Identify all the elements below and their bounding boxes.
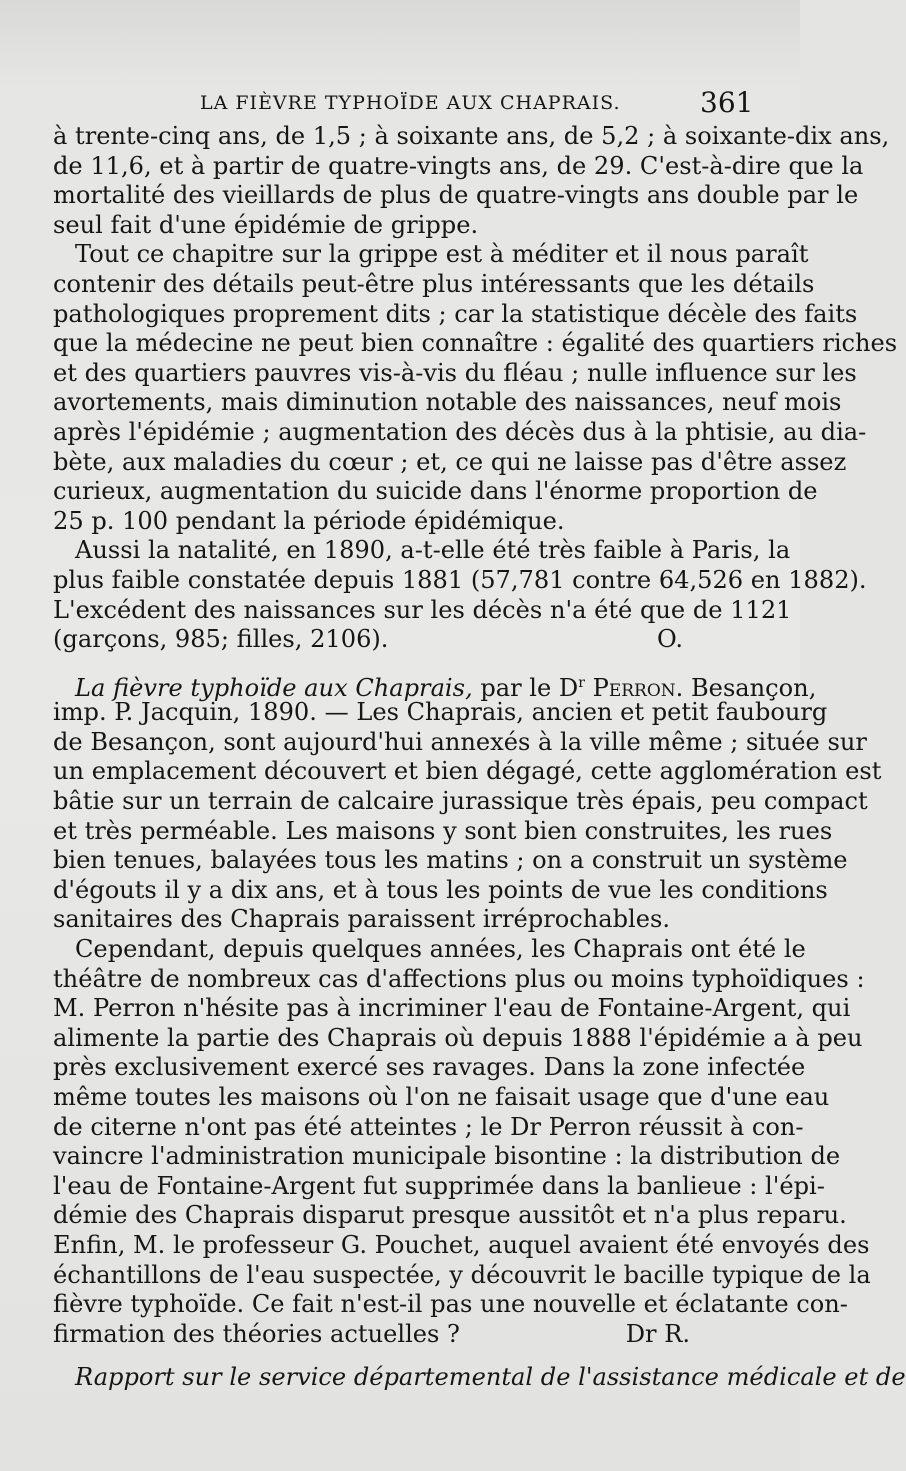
text-line: même toutes les maisons où l'on ne faisait usage que d'une eau [53,1083,830,1111]
review-author: Perron [584,673,676,702]
page-header [0,86,800,126]
review-title-line [53,669,817,702]
paragraph-2 [53,240,898,536]
text-line: et très perméable. Les maisons y sont bien construites, les rues [53,816,833,845]
text-line-with-signature [53,625,745,655]
paragraph-1 [53,122,890,240]
section-gap [53,1349,745,1363]
text-line: à trente-cinq ans, de 1,5 ; à soixante ans, de 5,2 ; à soixante-dix ans, [53,122,890,150]
text-line: Enfin, M. le professeur G. Pouchet, auquel avaient été envoyés des [53,1230,870,1259]
review-title: La fièvre typhoïde aux Chaprais, [75,673,473,702]
text-line: seul fait d'une épidémie de grippe. [53,210,479,239]
text-line: démie des Chaprais disparut presque aussitôt et n'a plus reparu. [53,1201,847,1230]
text-fragment: (garçons, 985; filles, 2106). [53,625,389,654]
text-line: que la médecine ne peut bien connaître : égalité des quartiers riches [53,329,898,358]
author-signature: O. [657,625,683,654]
running-title: LA FIÈVRE TYPHOÏDE AUX CHAPRAIS. [200,92,621,114]
text-line: après l'épidémie ; augmentation des décès dus à la phtisie, au dia- [53,417,867,446]
author-signature: Dr R. [625,1319,690,1348]
text-line: bien tenues, balayées tous les matins ; on a construit un système [53,846,848,875]
paragraph-3 [53,536,867,654]
text-line: de 11,6, et à partir de quatre-vingts ans, de 29. C'est-à-dire que la [53,151,864,180]
text-line: plus faible constatée depuis 1881 (57,781 contre 64,526 en 1882). [53,565,867,594]
text-line: curieux, augmentation du suicide dans l'énorme proportion de [53,477,818,506]
page-body [53,122,906,1393]
text-line: vaincre l'administration municipale bisontine : la distribution de [53,1142,841,1171]
text-line: contenir des détails peut-être plus intéressants que les détails [53,269,815,298]
text-line: bâtie sur un terrain de calcaire jurassique très épais, peu compact [53,787,868,816]
text-line: un emplacement découvert et bien dégagé, cette agglomération est [53,757,882,786]
text-fragment: par le D [472,673,579,702]
text-line: mortalité des vieillards de plus de quatre-vingts ans double par le [53,181,859,210]
text-line-with-signature [53,1320,745,1350]
text-line: Tout ce chapitre sur la grippe est à méditer et il nous paraît [75,240,809,269]
text-line: Aussi la natalité, en 1890, a-t-elle été très faible à Paris, la [75,536,791,565]
paragraph-review-title [53,669,882,935]
text-line: bète, aux maladies du cœur ; et, ce qui ne laisse pas d'être assez [53,447,847,476]
text-line: d'égouts il y a dix ans, et à tous les points de vue les conditions [53,875,828,904]
text-line: l'eau de Fontaine-Argent fut supprimée dans la banlieue : l'épi- [53,1171,825,1200]
text-line: théâtre de nombreux cas d'affections plus ou moins typhoïdiques : [53,964,865,993]
text-line: L'excédent des naissances sur les décès n'a été que de 1121 [53,595,792,624]
text-line: M. Perron n'hésite pas à incriminer l'eau de Fontaine-Argent, qui [53,994,851,1023]
text-fragment: . Besançon, [675,673,817,702]
text-line: près exclusivement exercé ses ravages. Dans la zone infectée [53,1053,806,1082]
text-line: Cependant, depuis quelques années, les Chaprais ont été le [75,935,806,964]
section-gap [53,655,745,669]
text-line: fièvre typhoïde. Ce fait n'est-il pas une nouvelle et éclatante con- [53,1290,848,1319]
text-fragment: firmation des théories actuelles ? [53,1319,460,1348]
text-line: imp. P. Jacquin, 1890. — Les Chaprais, ancien et petit faubourg [53,698,828,727]
page-number: 361 [700,86,754,119]
text-line: échantillons de l'eau suspectée, y découvrit le bacille typique de la [53,1260,871,1289]
text-line: 25 p. 100 pendant la période épidémique. [53,506,565,535]
text-line: alimente la partie des Chaprais où depuis 1888 l'épidémie a à peu [53,1023,863,1052]
paragraph-next-review [53,1363,906,1393]
text-line: de Besançon, sont aujourd'hui annexés à la ville même ; située sur [53,727,867,756]
paragraph-5 [53,935,871,1349]
superscript: r [578,674,585,691]
text-line: et des quartiers pauvres vis-à-vis du fléau ; nulle influence sur les [53,358,857,387]
text-line: sanitaires des Chaprais paraissent irréprochables. [53,905,671,934]
next-review-title: Rapport sur le service départemental de l'assistance médicale et de [75,1363,906,1392]
text-line: avortements, mais diminution notable des naissances, neuf mois [53,388,842,417]
text-line: pathologiques proprement dits ; car la statistique décèle des faits [53,299,858,328]
text-line: de citerne n'ont pas été atteintes ; le Dr Perron réussit à con- [53,1112,804,1141]
